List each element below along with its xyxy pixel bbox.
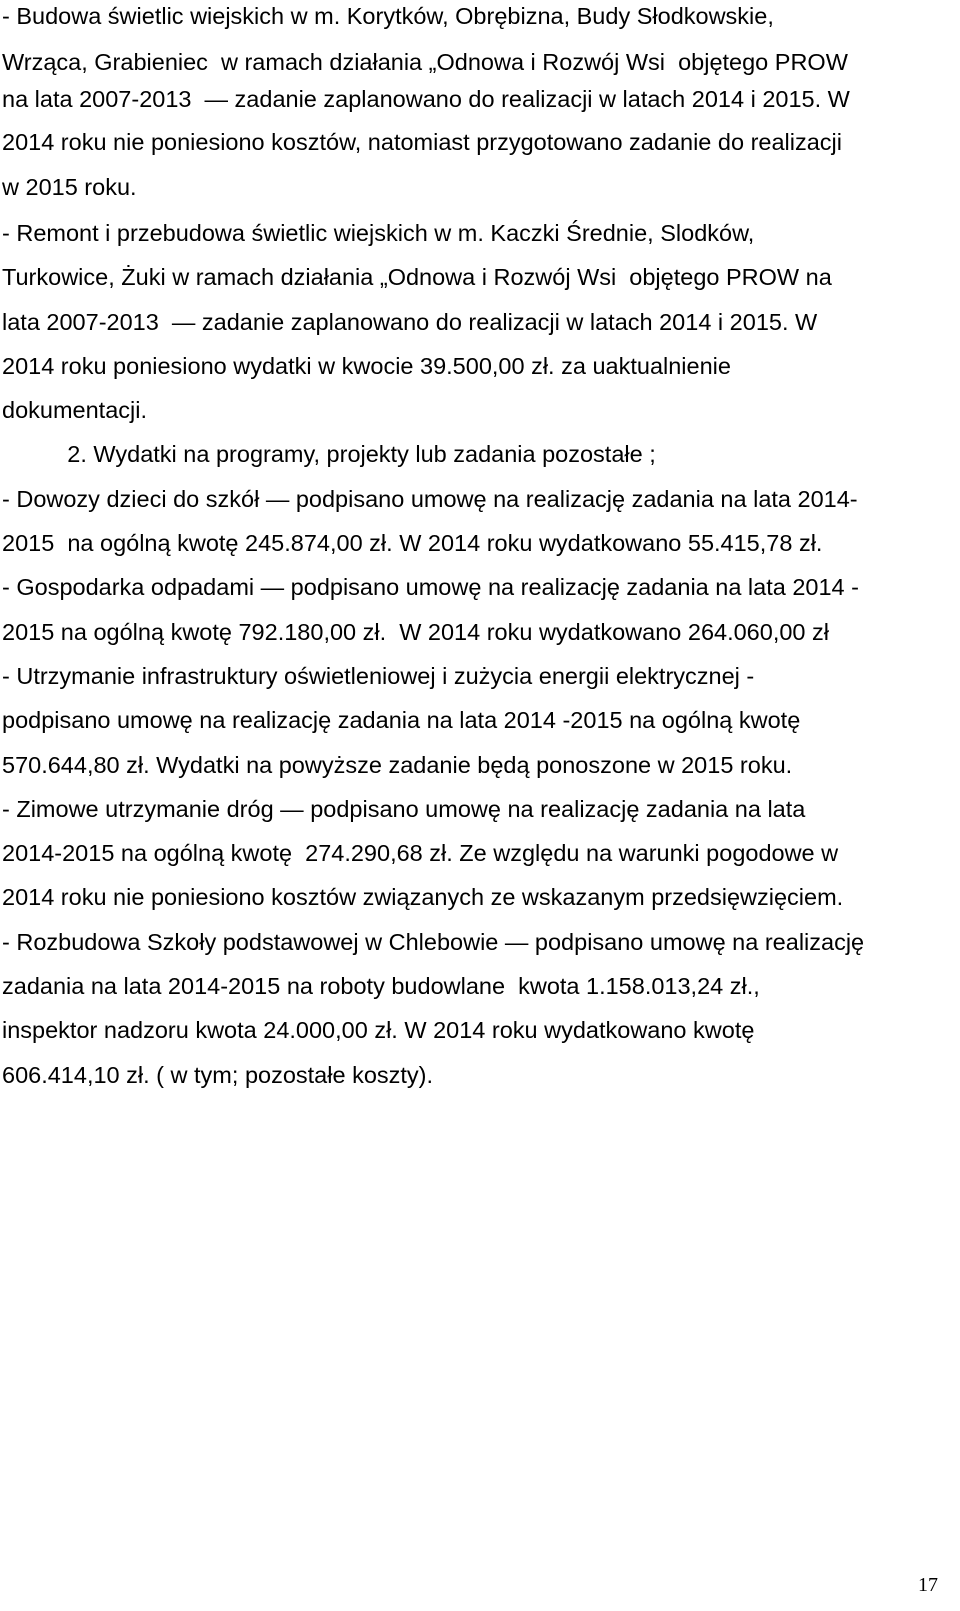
text-line: - Gospodarka odpadami — podpisano umowę na realizację zadania na lata 2014 - <box>2 574 859 600</box>
text-line: zadania na lata 2014-2015 na roboty budowlane kwota 1.158.013,24 zł., <box>2 973 760 999</box>
text-line: na lata 2007-2013 — zadanie zaplanowano do realizacji w latach 2014 i 2015. W <box>2 86 850 112</box>
text-line: - Zimowe utrzymanie dróg — podpisano umowę na realizację zadania na lata <box>2 796 806 822</box>
text-line: - Dowozy dzieci do szkół — podpisano umowę na realizację zadania na lata 2014- <box>2 486 858 512</box>
text-line: podpisano umowę na realizację zadania na lata 2014 -2015 na ogólną kwotę <box>2 707 801 733</box>
text-line: 606.414,10 zł. ( w tym; pozostałe koszty). <box>2 1062 434 1088</box>
text-line: 2014 roku nie poniesiono kosztów związanych ze wskazanym przedsięwzięciem. <box>2 884 844 910</box>
text-line: 2014-2015 na ogólną kwotę 274.290,68 zł. Ze względu na warunki pogodowe w <box>2 840 839 866</box>
text-line: lata 2007-2013 — zadanie zaplanowano do realizacji w latach 2014 i 2015. W <box>2 309 818 335</box>
text-line: dokumentacji. <box>2 397 147 423</box>
text-line: Wrząca, Grabieniec w ramach działania „Odnowa i Rozwój Wsi objętego PROW <box>2 49 848 75</box>
text-line: Turkowice, Żuki w ramach działania „Odnowa i Rozwój Wsi objętego PROW na <box>2 264 832 290</box>
text-line: inspektor nadzoru kwota 24.000,00 zł. W 2014 roku wydatkowano kwotę <box>2 1017 755 1043</box>
text-line: - Rozbudowa Szkoły podstawowej w Chlebowie — podpisano umowę na realizację <box>2 929 865 955</box>
text-line: - Remont i przebudowa świetlic wiejskich w m. Kaczki Średnie, Slodków, <box>2 220 755 246</box>
text-line: 2014 roku poniesiono wydatki w kwocie 39.500,00 zł. za uaktualnienie <box>2 353 731 379</box>
text-line: - Budowa świetlic wiejskich w m. Korytków, Obrębizna, Budy Słodkowskie, <box>2 3 774 29</box>
text-line: 2015 na ogólną kwotę 245.874,00 zł. W 2014 roku wydatkowano 55.415,78 zł. <box>2 530 823 556</box>
text-line: - Utrzymanie infrastruktury oświetleniowej i zużycia energii elektrycznej - <box>2 663 755 689</box>
text-line: w 2015 roku. <box>2 174 137 200</box>
text-line: 2015 na ogólną kwotę 792.180,00 zł. W 2014 roku wydatkowano 264.060,00 zł <box>2 619 829 645</box>
page-number: 17 <box>918 1574 938 1596</box>
text-line: 2014 roku nie poniesiono kosztów, natomiast przygotowano zadanie do realizacji <box>2 129 842 155</box>
section-heading: 2. Wydatki na programy, projekty lub zadania pozostałe ; <box>2 441 656 467</box>
text-line: 570.644,80 zł. Wydatki na powyższe zadanie będą ponoszone w 2015 roku. <box>2 752 793 778</box>
